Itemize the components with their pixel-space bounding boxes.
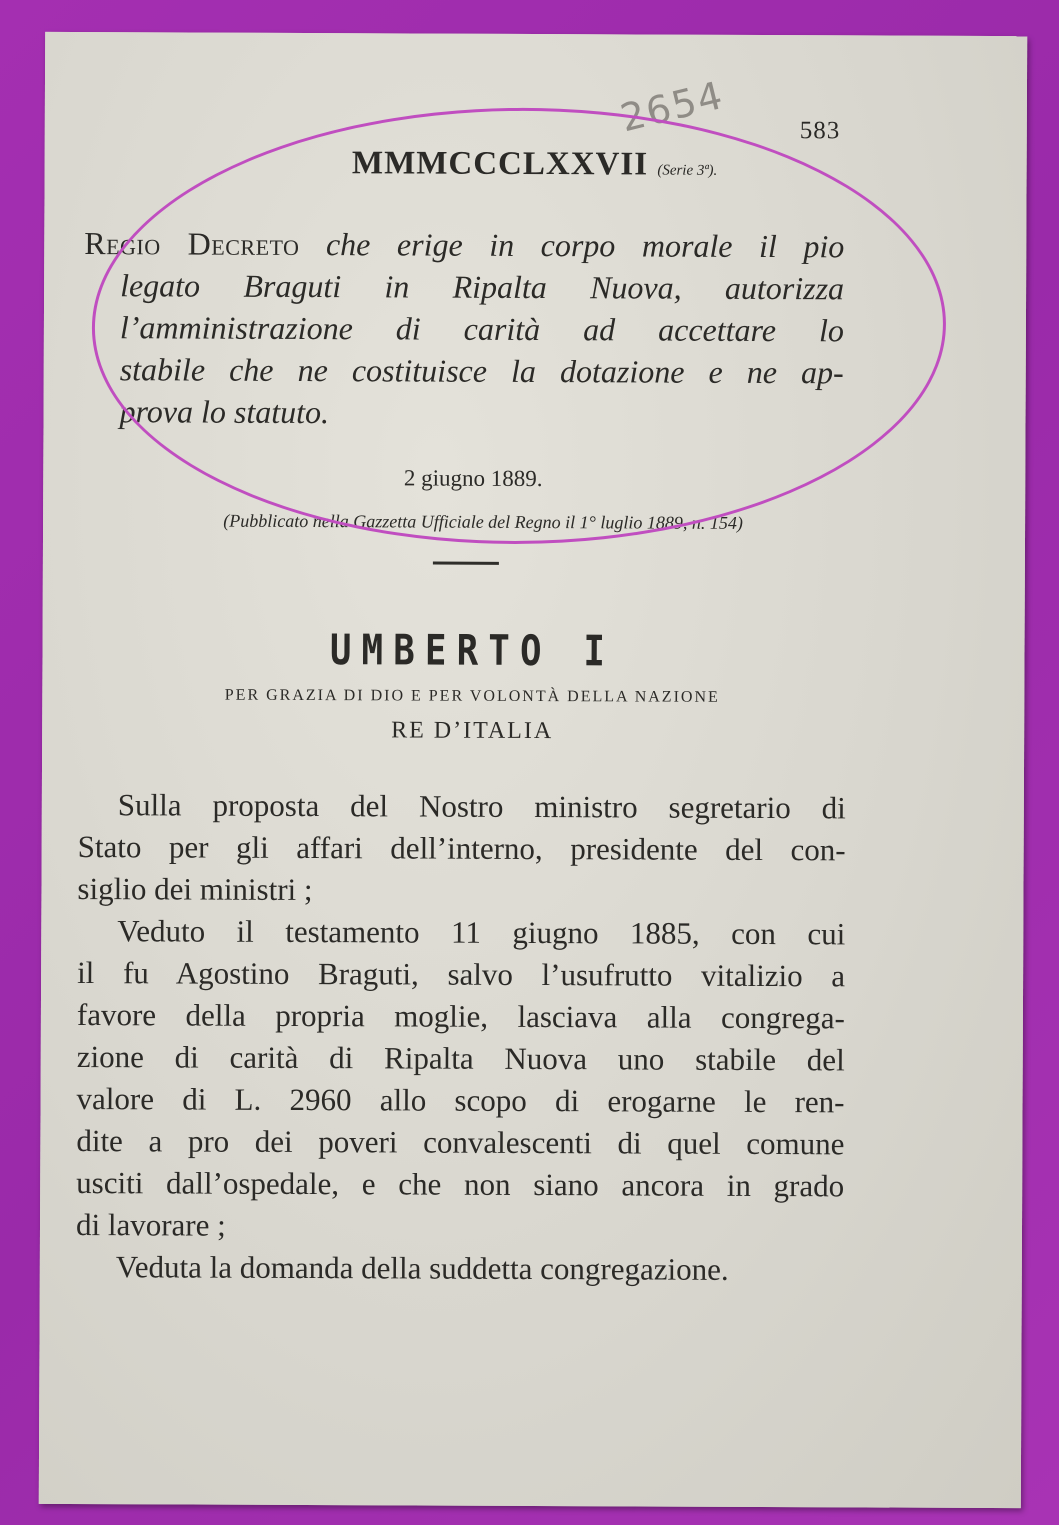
decree-heading [83, 222, 844, 435]
body-line: favore della propria moglie, lasciava alla congrega- [76, 997, 845, 1036]
body-line: valore di L. 2960 allo scopo di erogarne le ren- [76, 1081, 845, 1120]
body-line: il fu Agostino Braguti, salvo l’usufrutto vitalizio a [77, 955, 846, 994]
body-line: Veduta la domanda della suddetta congregazione. [115, 1249, 729, 1287]
divider-rule [433, 562, 499, 565]
decree-heading-line: l’amministrazione di carità ad accettare lo [119, 309, 844, 349]
body-line: Stato per gli affari dell’interno, presidente del con- [77, 829, 846, 868]
by-grace-line: PER GRAZIA DI DIO E PER VOLONTÀ DELLA NAZIONE [224, 686, 720, 706]
king-title: RE D’ITALIA [391, 717, 554, 745]
body-line: siglio dei ministri ; [77, 871, 313, 908]
decree-heading-line [84, 222, 844, 267]
king-name: UMBERTO I [329, 625, 616, 676]
decree-series: (Serie 3ª). [657, 162, 718, 179]
body-line: Sulla proposta del Nostro ministro segretario di [117, 787, 846, 826]
decree-heading-text: che erige in corpo morale il pio [325, 226, 845, 265]
page-number: 583 [799, 117, 841, 145]
pencil-note: 2654 [616, 72, 729, 141]
decree-number: MMMCCCLXXVII [351, 145, 649, 183]
body-line: zione di carità di Ripalta Nuova uno stabile del [76, 1039, 845, 1078]
decree-heading-line: legato Braguti in Ripalta Nuova, autorizza [120, 267, 845, 307]
decree-heading-line: stabile che ne costituisce la dotazione e ne ap- [119, 351, 844, 391]
body-line: dite a pro dei poveri convalescenti di quel comune [76, 1123, 845, 1162]
document-page [39, 32, 1027, 1508]
body-line: usciti dall’ospedale, e che non siano ancora in grado [76, 1165, 845, 1204]
body-line: Veduto il testamento 11 giugno 1885, con cui [117, 913, 846, 952]
decree-heading-line: prova lo statuto. [119, 393, 330, 431]
decree-body [76, 784, 846, 1291]
decree-date: 2 giugno 1889. [403, 465, 543, 492]
publication-note: (Pubblicato nella Gazzetta Ufficiale del Regno il 1° luglio 1889, n. 154) [223, 510, 743, 533]
body-line: di lavorare ; [75, 1207, 226, 1243]
decree-heading-smallcaps: Regio Decreto [84, 225, 300, 262]
decree-number-line [45, 144, 1025, 185]
